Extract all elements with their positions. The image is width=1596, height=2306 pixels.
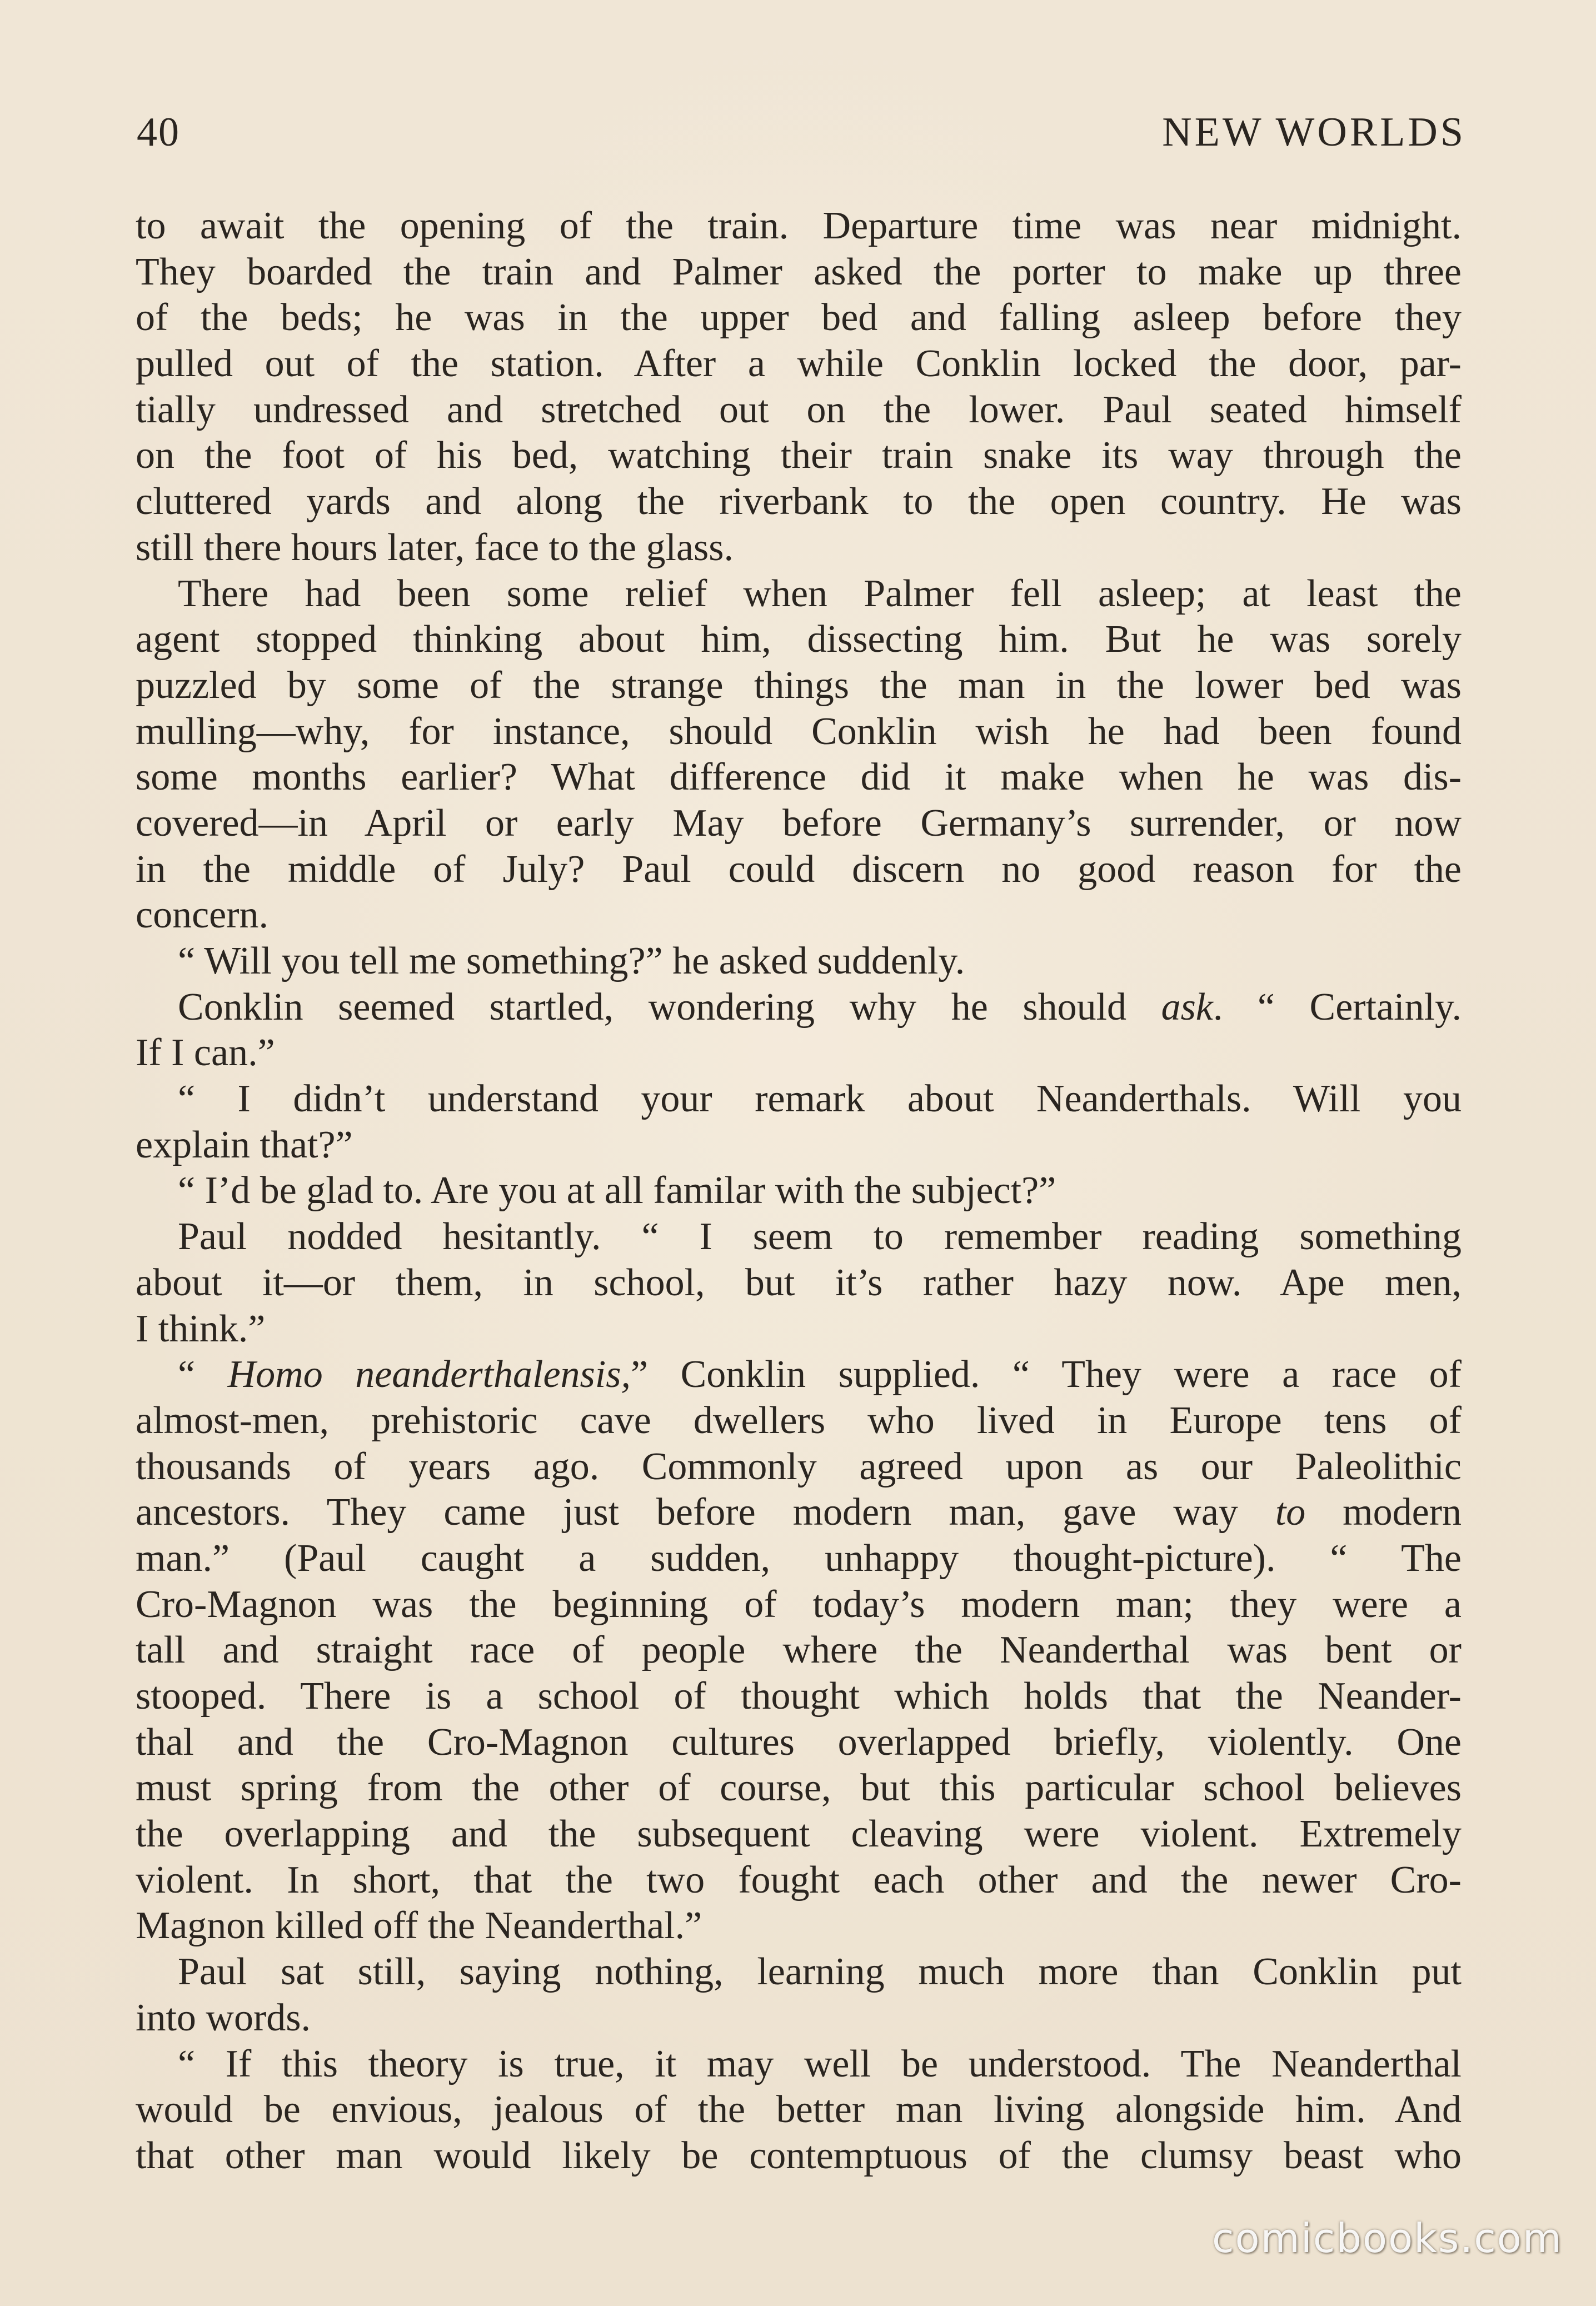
italic-word: ask [1161,985,1213,1029]
text-line: concern. [136,894,269,937]
running-title: NEW WORLDS [1162,109,1466,155]
text-line: that other man would likely be contemptuous of the clumsy beast who [136,2134,1462,2177]
text-line: pulled out of the station. After a while Conklin locked the door, par- [136,342,1462,386]
text-line: stooped. There is a school of thought which holds that the Neander- [136,1675,1462,1718]
text-line: still there hours later, face to the glass. [136,526,734,569]
text-line: agent stopped thinking about him, dissecting him. But he was sorely [136,618,1462,661]
text-line: They boarded the train and Palmer asked the porter to make up three [136,250,1462,293]
text-line: some months earlier? What difference did it make when he was dis- [136,756,1462,799]
text-line: tall and straight race of people where the Neanderthal was bent or [136,1629,1462,1672]
text-line: would be envious, jealous of the better man living alongside him. And [136,2088,1462,2132]
text-line: “ I didn’t understand your remark about Neanderthals. Will you [178,1077,1462,1121]
text-line: “ Homo neanderthalensis,” Conklin supplied. “ They were a race of [178,1353,1462,1396]
text-line: of the beds; he was in the upper bed and falling asleep before they [136,296,1462,340]
text-line: about it—or them, in school, but it’s rather hazy now. Ape men, [136,1261,1462,1304]
text-line: mulling—why, for instance, should Conklin wish he had been found [136,710,1462,753]
text-line: Magnon killed off the Neanderthal.” [136,1904,702,1948]
text-line: Cro-Magnon was the beginning of today’s modern man; they were a [136,1583,1462,1626]
text-line: to await the opening of the train. Departure time was near midnight. [136,204,1462,247]
text-line: explain that?” [136,1123,353,1166]
italic-term: Homo neanderthalensis, [227,1353,631,1396]
text-line: “ I’d be glad to. Are you at all familar with the subject?” [178,1169,1056,1212]
text-line: the overlapping and the subsequent cleaving were violent. Extremely [136,1813,1462,1856]
text-line: Paul sat still, saying nothing, learning much more than Conklin put [178,1950,1462,1994]
text-line: thousands of years ago. Commonly agreed upon as our Paleolithic [136,1445,1462,1488]
text-line: Conklin seemed startled, wondering why he should ask. “ Certainly. [178,985,1462,1029]
text-line: man.” (Paul caught a sudden, unhappy thought-picture). “ The [136,1536,1462,1580]
text-line: ancestors. They came just before modern man, gave way to modern [136,1491,1462,1534]
text-line: Paul nodded hesitantly. “ I seem to remember reading something [178,1215,1462,1259]
text-line: into words. [136,1996,311,2039]
page-number: 40 [137,109,180,155]
site-watermark: comicbooks.com [1211,2215,1563,2262]
text-line: on the foot of his bed, watching their train snake its way through the [136,434,1462,477]
text-line: “ Will you tell me something?” he asked suddenly. [178,940,965,982]
text-line: must spring from the other of course, but this particular school believes [136,1766,1462,1810]
text-line: in the middle of July? Paul could discern no good reason for the [136,847,1462,891]
text-line: thal and the Cro-Magnon cultures overlapped briefly, violently. One [136,1720,1462,1764]
text-line: tially undressed and stretched out on the lower. Paul seated himself [136,388,1462,431]
italic-word: to [1275,1491,1306,1534]
text-line: There had been some relief when Palmer fell asleep; at least the [178,572,1462,615]
text-line: almost-men, prehistoric cave dwellers who lived in Europe tens of [136,1399,1462,1442]
text-line: violent. In short, that the two fought each other and the newer Cro- [136,1858,1462,1901]
text-line: I think.” [136,1307,266,1350]
text-line: cluttered yards and along the riverbank to the open country. He was [136,480,1462,523]
body-text [136,203,1462,2179]
text-line: “ If this theory is true, it may well be understood. The Neanderthal [178,2042,1462,2085]
text-line: covered—in April or early May before Germany’s surrender, or now [136,801,1462,845]
text-line: If I can.” [136,1031,275,1075]
text-line: puzzled by some of the strange things the man in the lower bed was [136,663,1462,707]
